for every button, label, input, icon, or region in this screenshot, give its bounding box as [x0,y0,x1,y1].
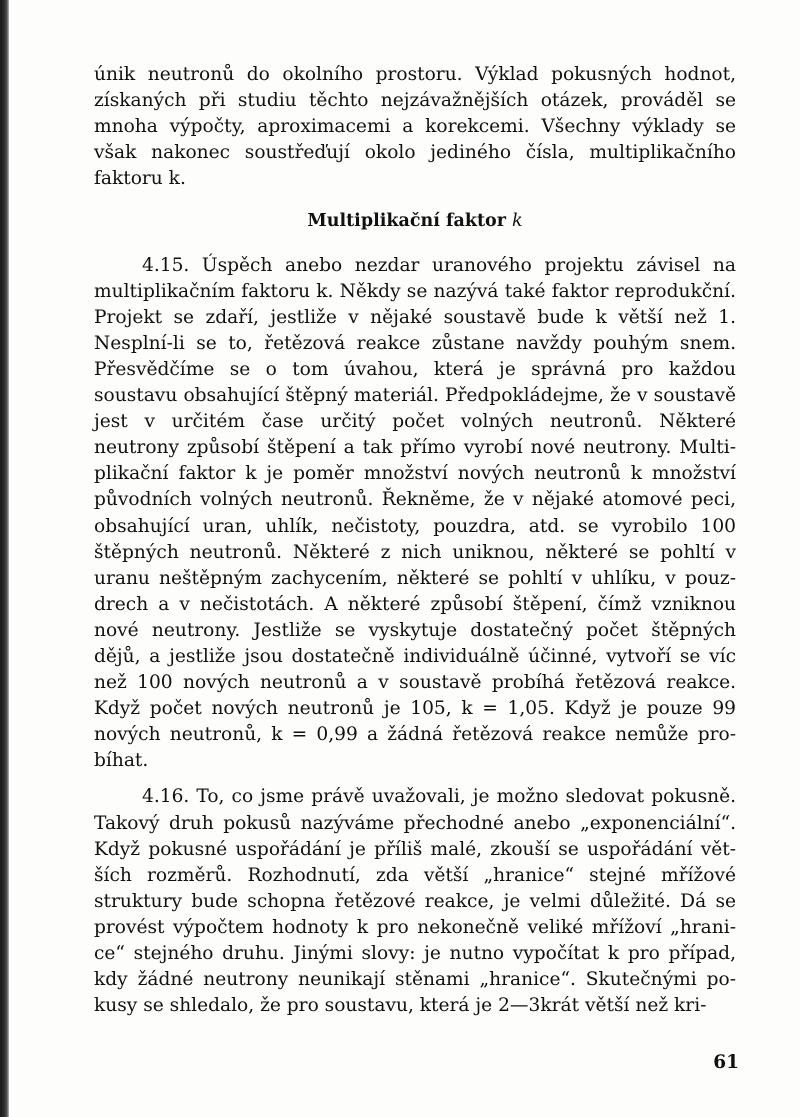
paragraph-4-15: 4.15. Úspěch anebo nezdar uranového projektu závisel na multiplikačním faktoru k. Někdy se nazývá také faktor reprodukční. Projekt se zdaří, jestliže v nějaké soustavě bude k větší než 1. Nesplní-li se to, řetězová reakce zůstane navždy pouhým snem. Přesvědčíme se o tom úvahou, která je správná pro každou soustavu obsahující štěpný materiál. Předpokládejme, že v soustavě jest v určitém čase určitý počet volných neutronů. Některé neutrony způsobí štěpení a tak přímo vyrobí nové neutrony. Multiplikační faktor k je poměr množství nových neutronů k množství původních volných neutronů. Řekněme, že v nějaké atomové peci, obsahující uran, uhlík, nečistoty, pouzdra, atd. se vyrobilo 100 štěpných neutronů. Některé z nich uniknou, některé se pohltí v uranu neštěpným zachycením, některé se pohltí v uhlíku, v pouzdrech a v nečistotách. A některé způsobí štěpení, čímž vzniknou nové neutrony. Jestliže se vyskytuje dostatečný počet štěpných dějů, a jestliže jsou dostatečně individuálně účinné, vytvoří se víc než 100 nových neutronů a v soustavě probíhá řetězová reakce. Když počet nových neutronů je 105, k = 1,05. Když je pouze 99 nových neutronů, k = 0,99 a žádná řetězová reakce nemůže probíhat. [94,254,736,772]
paragraph-4-16: 4.16. To, co jsme právě uvažovali, je možno sledovat pokusně. Takový druh pokusů nazýváme přechodné anebo „exponenciální“. Když pokusné uspořádání je příliš malé, zkouší se uspořádání větších rozměrů. Rozhodnutí, zda větší „hranice“ stejné mřížové struktury bude schopna řetězové reakce, je velmi důležité. Dá se provést výpočtem hodnoty k pro nekonečně veliké mřížoví „hranice“ stejného druhu. Jinými slovy: je nutno vypočítat k pro případ, kdy žádné neutrony neunikají stěnami „hranice“. Skutečnými pokusy se shledalo, že pro soustavu, která je 2—3krát větší než kri- [94,786,736,1017]
page-body [94,62,736,1019]
section-heading-text: Multiplikační faktor [307,211,506,232]
continuation-paragraph: únik neutronů do okolního prostoru. Výklad pokusných hodnot, získaných při studiu těchto nejzávažnějších otázek, prováděl se mnoha výpočty, aproximacemi a korekcemi. Všechny výklady se však nakonec soustřeďují okolo jediného čísla, multiplikačního faktoru k. [94,64,736,190]
page-number: 61 [713,1052,739,1073]
section-heading-symbol: k [512,211,523,232]
page-binding-shadow [0,0,9,1117]
section-heading [94,208,736,234]
